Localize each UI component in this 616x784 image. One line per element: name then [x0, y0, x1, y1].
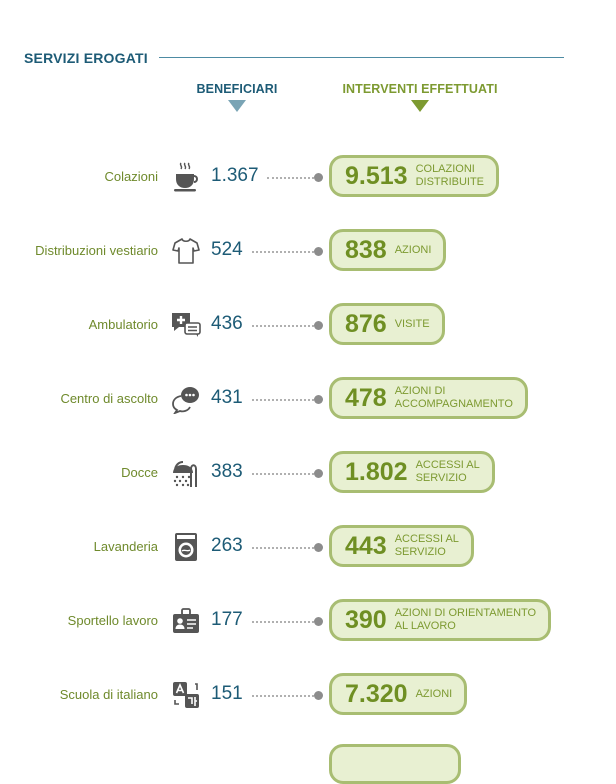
beneficiari-count: 177	[211, 609, 243, 630]
service-row-lavanderia	[0, 523, 616, 573]
interventi-pill	[329, 303, 445, 345]
shower-icon	[170, 457, 202, 489]
interventi-description: AZIONI DI ORIENTAMENTO AL LAVORO	[394, 607, 537, 632]
leader-line	[252, 621, 314, 623]
coffee-cup-icon	[170, 161, 202, 193]
speech-bubble-icon	[170, 383, 202, 415]
interventi-value: 876	[345, 309, 387, 338]
leader-dot	[314, 395, 323, 404]
column-header-interventi-arrow-icon	[411, 100, 429, 112]
interventi-pill	[329, 451, 495, 493]
service-row-scuola-di-italiano	[0, 671, 616, 721]
service-label: Centro di ascolto	[60, 391, 158, 406]
interventi-value: 7.320	[345, 679, 408, 708]
interventi-description: VISITE	[394, 317, 430, 330]
column-header-interventi: INTERVENTI EFFETTUATI	[342, 82, 498, 96]
leader-dot	[314, 247, 323, 256]
section-title: SERVIZI EROGATI	[24, 50, 148, 66]
service-row-ambulatorio	[0, 301, 616, 351]
service-label: Scuola di italiano	[59, 687, 158, 702]
leader-line	[252, 695, 314, 697]
section-title-rule	[159, 57, 564, 58]
beneficiari-count: 1.367	[211, 165, 259, 186]
beneficiari-count: 151	[211, 683, 243, 704]
column-header-beneficiari: BENEFICIARI	[196, 82, 278, 96]
service-label: Lavanderia	[93, 539, 158, 554]
interventi-value: 443	[345, 531, 387, 560]
translate-icon	[170, 679, 202, 711]
interventi-value: 390	[345, 605, 387, 634]
interventi-description: AZIONI	[415, 687, 453, 700]
interventi-pill	[329, 673, 467, 715]
leader-line	[252, 399, 314, 401]
interventi-pill	[329, 377, 528, 419]
leader-line	[252, 473, 314, 475]
interventi-pill	[329, 155, 499, 197]
interventi-description: COLAZIONI DISTRIBUITE	[415, 163, 485, 188]
interventi-pill	[329, 599, 551, 641]
beneficiari-count: 524	[211, 239, 243, 260]
id-badge-icon	[170, 605, 202, 637]
interventi-value: 838	[345, 235, 387, 264]
leader-dot	[314, 691, 323, 700]
leader-line	[267, 177, 314, 179]
beneficiari-count: 431	[211, 387, 243, 408]
column-header-beneficiari-arrow-icon	[228, 100, 246, 112]
leader-dot	[314, 173, 323, 182]
service-row-distribuzioni-vestiario	[0, 227, 616, 277]
next-row-pill-partial	[329, 744, 461, 784]
interventi-value: 478	[345, 383, 387, 412]
service-label: Colazioni	[104, 169, 158, 184]
service-label: Sportello lavoro	[67, 613, 158, 628]
tshirt-icon	[170, 235, 202, 267]
service-row-sportello-lavoro	[0, 597, 616, 647]
beneficiari-count: 263	[211, 535, 243, 556]
service-label: Distribuzioni vestiario	[35, 243, 158, 258]
interventi-description: AZIONI DI ACCOMPAGNAMENTO	[394, 385, 513, 410]
interventi-description: ACCESSI AL SERVIZIO	[394, 533, 459, 558]
interventi-value: 9.513	[345, 161, 408, 190]
leader-line	[252, 325, 314, 327]
beneficiari-count: 383	[211, 461, 243, 482]
interventi-pill	[329, 229, 446, 271]
leader-line	[252, 251, 314, 253]
leader-dot	[314, 321, 323, 330]
leader-line	[252, 547, 314, 549]
service-row-colazioni	[0, 153, 616, 203]
washing-machine-icon	[170, 531, 202, 563]
leader-dot	[314, 617, 323, 626]
medical-chat-icon	[170, 309, 202, 341]
leader-dot	[314, 469, 323, 478]
service-row-centro-di-ascolto	[0, 375, 616, 425]
service-row-docce	[0, 449, 616, 499]
beneficiari-count: 436	[211, 313, 243, 334]
service-label: Docce	[121, 465, 158, 480]
interventi-value: 1.802	[345, 457, 408, 486]
leader-dot	[314, 543, 323, 552]
service-label: Ambulatorio	[88, 317, 158, 332]
interventi-description: ACCESSI AL SERVIZIO	[415, 459, 480, 484]
interventi-pill	[329, 525, 474, 567]
interventi-description: AZIONI	[394, 243, 432, 256]
